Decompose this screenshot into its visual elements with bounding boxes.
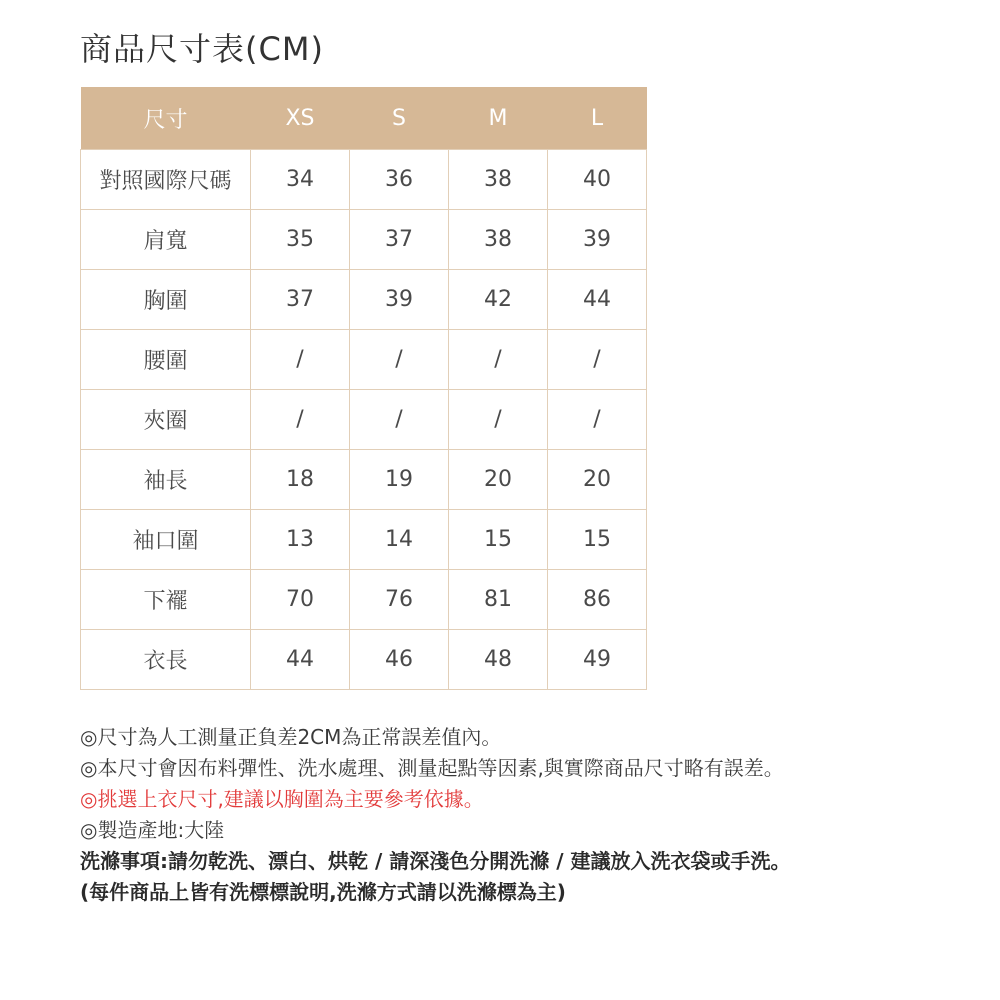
table-cell: 44 (548, 270, 647, 330)
table-row (81, 570, 647, 630)
table-cell: 46 (350, 630, 449, 690)
table-cell: / (449, 330, 548, 390)
table-cell: 81 (449, 570, 548, 630)
table-row (81, 150, 647, 210)
table-cell: 14 (350, 510, 449, 570)
table-cell: 48 (449, 630, 548, 690)
row-label: 胸圍 (81, 270, 251, 330)
table-cell: / (449, 390, 548, 450)
table-cell: 18 (251, 450, 350, 510)
table-header-row (81, 87, 647, 150)
row-label: 下襬 (81, 570, 251, 630)
table-cell: / (251, 390, 350, 450)
table-row (81, 630, 647, 690)
table-row (81, 450, 647, 510)
table-cell: 49 (548, 630, 647, 690)
note-measurement-tolerance: ◎尺寸為人工測量正負差2CM為正常誤差值內。 (80, 725, 502, 749)
table-cell: / (548, 390, 647, 450)
table-cell: 36 (350, 150, 449, 210)
wash-instructions: 洗滌事項:請勿乾洗、漂白、烘乾 / 請深淺色分開洗滌 / 建議放入洗衣袋或手洗。 (80, 849, 791, 873)
row-label: 肩寬 (81, 210, 251, 270)
note-size-variance: ◎本尺寸會因布料彈性、洗水處理、測量起點等因素,與實際商品尺寸略有誤差。 (80, 756, 784, 780)
page-title: 商品尺寸表(CM) (80, 30, 324, 68)
table-cell: 37 (350, 210, 449, 270)
header-s: S (350, 87, 449, 150)
header-size: 尺寸 (81, 87, 251, 150)
table-cell: 38 (449, 150, 548, 210)
table-cell: 42 (449, 270, 548, 330)
header-m: M (449, 87, 548, 150)
table-cell: 39 (350, 270, 449, 330)
table-cell: 38 (449, 210, 548, 270)
note-origin: ◎製造產地:大陸 (80, 818, 225, 842)
size-chart-table (80, 87, 647, 690)
table-cell: / (350, 390, 449, 450)
row-label: 袖長 (81, 450, 251, 510)
row-label: 夾圈 (81, 390, 251, 450)
row-label: 衣長 (81, 630, 251, 690)
table-row (81, 330, 647, 390)
table-cell: 20 (449, 450, 548, 510)
table-row (81, 510, 647, 570)
table-cell: 35 (251, 210, 350, 270)
table-cell: / (548, 330, 647, 390)
table-cell: 39 (548, 210, 647, 270)
table-cell: 13 (251, 510, 350, 570)
table-cell: 70 (251, 570, 350, 630)
wash-label-note: (每件商品上皆有洗標標說明,洗滌方式請以洗滌標為主) (80, 880, 566, 904)
row-label: 袖口圍 (81, 510, 251, 570)
table-cell: 34 (251, 150, 350, 210)
table-cell: 19 (350, 450, 449, 510)
table-cell: 37 (251, 270, 350, 330)
table-cell: 15 (548, 510, 647, 570)
table-cell: 86 (548, 570, 647, 630)
table-cell: 40 (548, 150, 647, 210)
row-label: 腰圍 (81, 330, 251, 390)
table-cell: / (251, 330, 350, 390)
table-row (81, 390, 647, 450)
row-label: 對照國際尺碼 (81, 150, 251, 210)
table-cell: 44 (251, 630, 350, 690)
table-cell: / (350, 330, 449, 390)
note-size-selection-tip: ◎挑選上衣尺寸,建議以胸圍為主要參考依據。 (80, 787, 484, 811)
table-row (81, 270, 647, 330)
header-xs: XS (251, 87, 350, 150)
table-cell: 76 (350, 570, 449, 630)
notes-section (80, 722, 980, 908)
table-row (81, 210, 647, 270)
header-l: L (548, 87, 647, 150)
table-cell: 20 (548, 450, 647, 510)
table-cell: 15 (449, 510, 548, 570)
